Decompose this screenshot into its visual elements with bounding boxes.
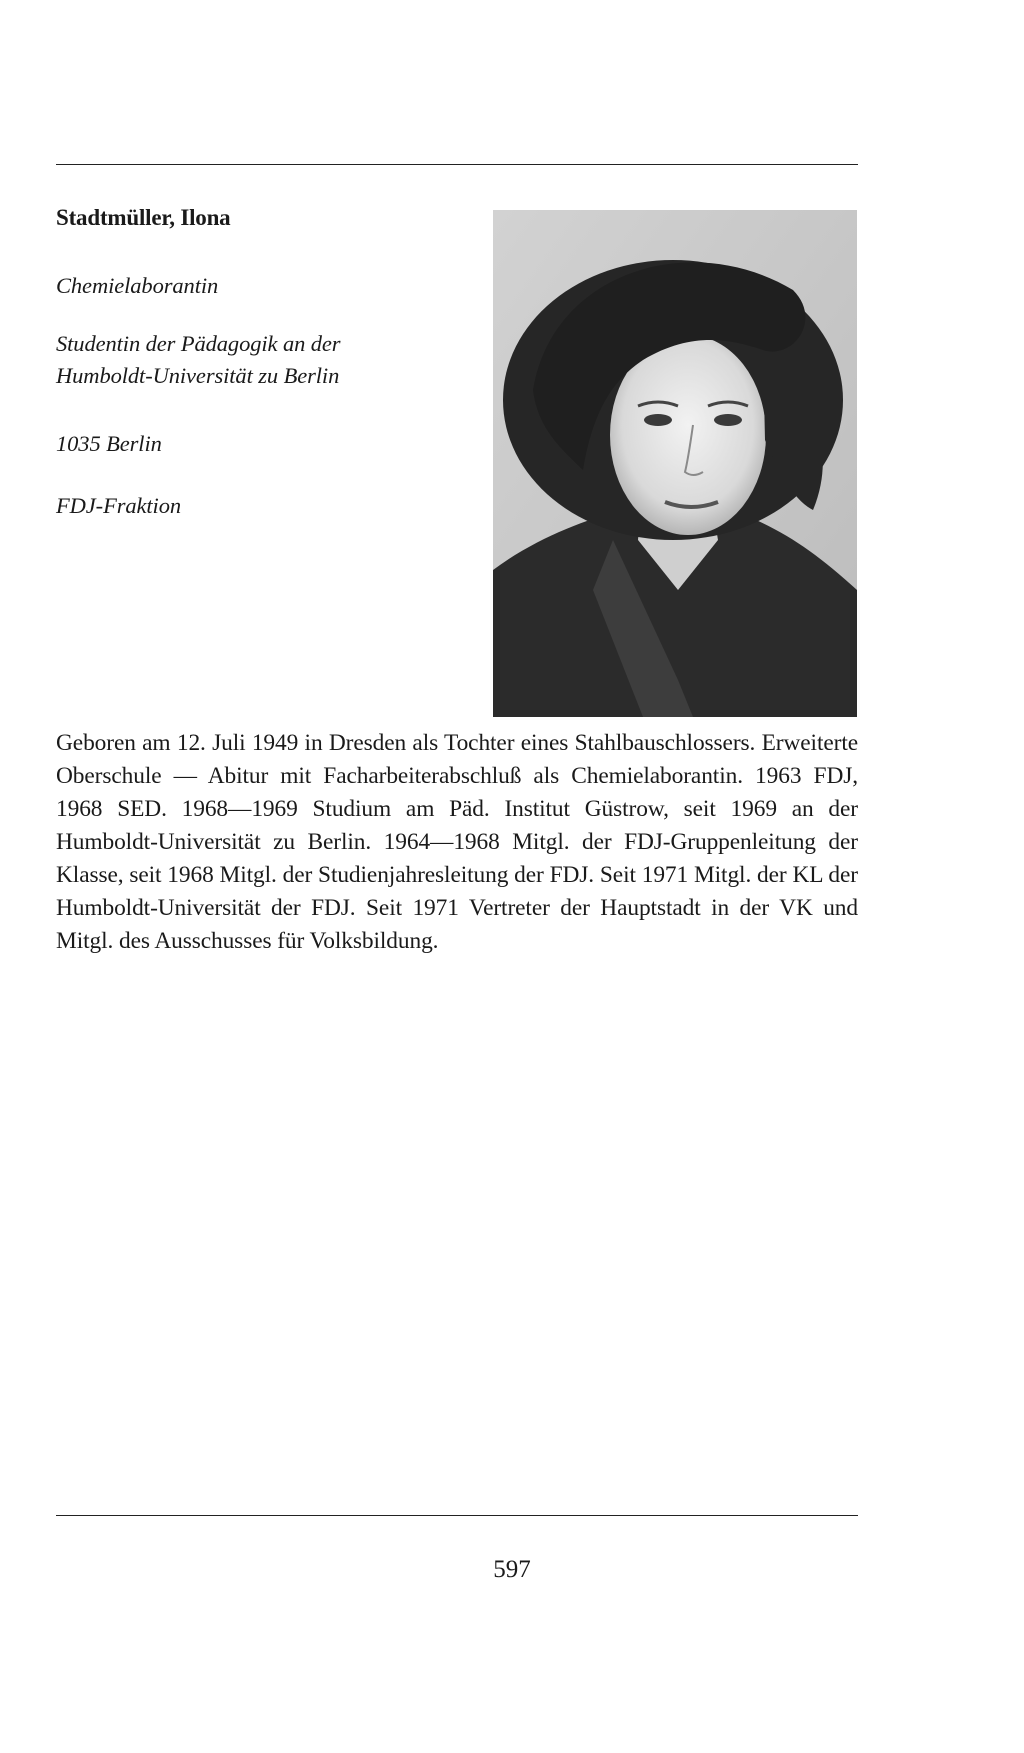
- top-rule: [56, 164, 858, 165]
- study-info: [56, 328, 340, 392]
- occupation: Chemielaborantin: [56, 273, 219, 298]
- biography-text: Geboren am 12. Juli 1949 in Dresden als Tochter eines Stahlbauschlossers. Erweiterte Oberschule — Abitur mit Facharbeiterabschluß als Chemielaborantin. 1963 FDJ, 1968 SED. 1968—1969 Studium am Päd. Institut Güstrow, seit 1969 an der Humboldt-Universität zu Berlin. 1964—1968 Mitgl. der FDJ-Gruppenleitung der Klasse, seit 1968 Mitgl. der Studienjahresleitung der FDJ. Seit 1971 Mitgl. der KL der Humboldt-Universität der FDJ. Seit 1971 Vertreter der Hauptstadt in der VK und Mitgl. des Ausschusses für Volksbildung.: [56, 730, 858, 954]
- page-number: 597: [493, 1556, 531, 1583]
- person-name: Stadtmüller, Ilona: [56, 205, 231, 230]
- bottom-rule: [56, 1515, 858, 1516]
- study-line-2: Humboldt-Universität zu Berlin: [56, 363, 340, 388]
- city: 1035 Berlin: [56, 431, 162, 456]
- portrait-photo: [493, 210, 857, 717]
- faction: FDJ-Fraktion: [56, 493, 182, 518]
- study-line-1: Studentin der Pädagogik an der: [56, 331, 341, 356]
